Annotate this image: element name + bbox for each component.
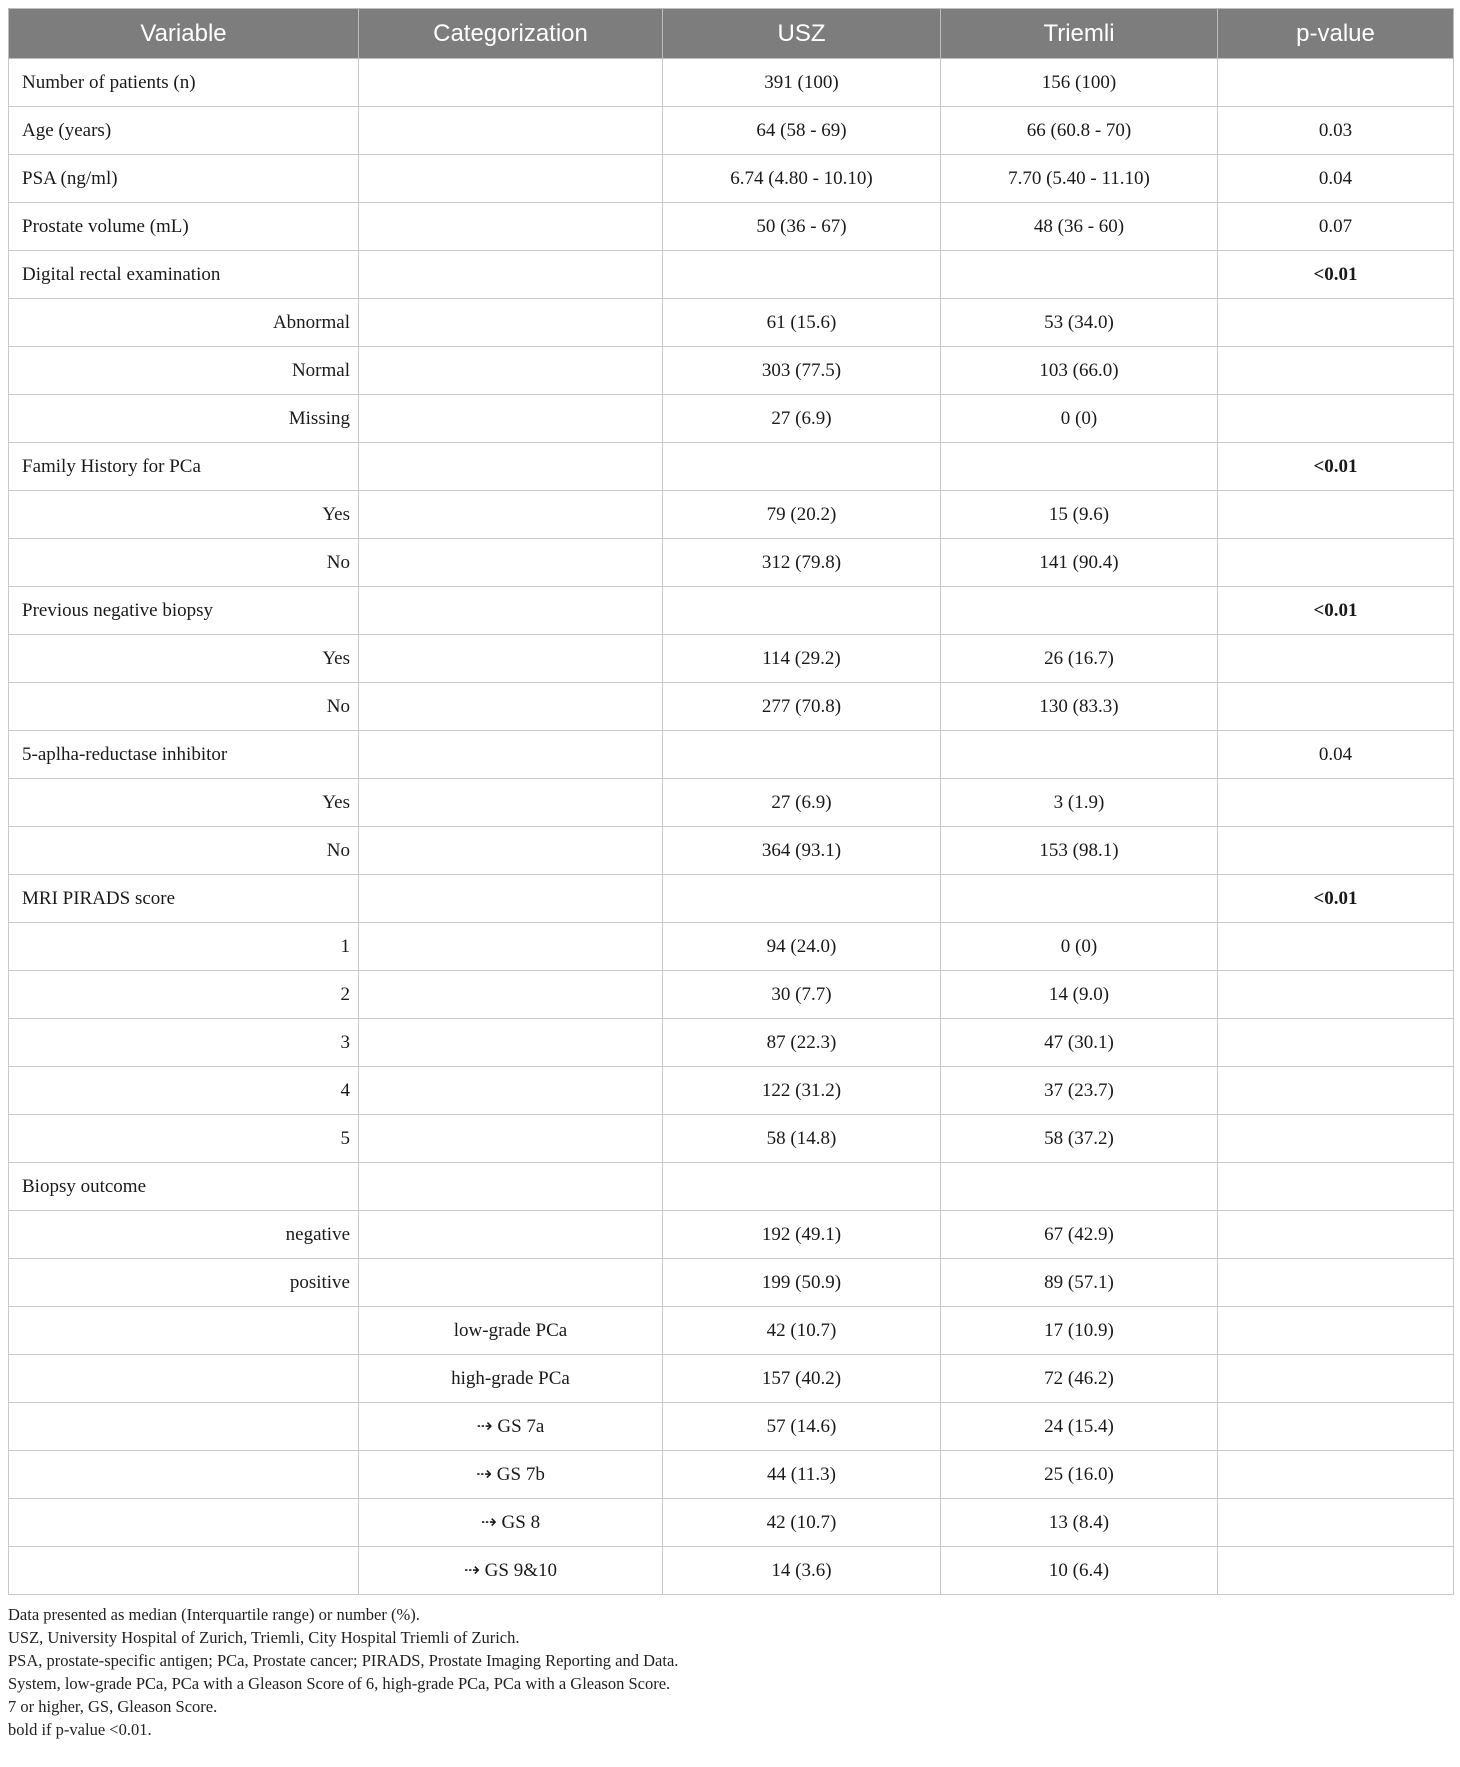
cell-usz: 94 (24.0) (663, 923, 941, 971)
cell-usz: 303 (77.5) (663, 347, 941, 395)
table-footnotes (8, 1603, 1453, 1741)
table-container (8, 8, 1453, 1741)
cell-p-value (1218, 491, 1454, 539)
cell-usz: 87 (22.3) (663, 1019, 941, 1067)
cell-p-value (1218, 1019, 1454, 1067)
cell-variable: Yes (9, 491, 359, 539)
table-row (9, 971, 1454, 1019)
table-row (9, 587, 1454, 635)
cell-categorization (359, 827, 663, 875)
cell-triemli: 66 (60.8 - 70) (941, 107, 1218, 155)
cell-usz (663, 587, 941, 635)
cell-variable: Digital rectal examination (9, 251, 359, 299)
cell-p-value: 0.07 (1218, 203, 1454, 251)
table-row (9, 1499, 1454, 1547)
cell-triemli: 53 (34.0) (941, 299, 1218, 347)
cell-usz (663, 875, 941, 923)
table-row (9, 875, 1454, 923)
cell-p-value (1218, 1067, 1454, 1115)
footnote-line: System, low-grade PCa, PCa with a Gleason Score of 6, high-grade PCa, PCa with a Gleason Score. (8, 1674, 671, 1693)
cell-usz (663, 1163, 941, 1211)
cell-triemli: 26 (16.7) (941, 635, 1218, 683)
cell-p-value (1218, 1115, 1454, 1163)
cell-p-value (1218, 1355, 1454, 1403)
cell-categorization (359, 731, 663, 779)
cell-variable: Missing (9, 395, 359, 443)
cell-variable: 3 (9, 1019, 359, 1067)
cell-categorization: ⇢ GS 8 (359, 1499, 663, 1547)
cell-variable: Number of patients (n) (9, 59, 359, 107)
cell-categorization (359, 347, 663, 395)
cell-variable: No (9, 539, 359, 587)
cell-variable: Yes (9, 635, 359, 683)
cell-triemli: 156 (100) (941, 59, 1218, 107)
cell-variable: negative (9, 1211, 359, 1259)
cell-triemli (941, 443, 1218, 491)
cell-categorization (359, 155, 663, 203)
cell-triemli: 141 (90.4) (941, 539, 1218, 587)
cell-variable: Family History for PCa (9, 443, 359, 491)
table-row (9, 299, 1454, 347)
cell-categorization: ⇢ GS 7b (359, 1451, 663, 1499)
cell-p-value: 0.04 (1218, 155, 1454, 203)
cell-variable: 5 (9, 1115, 359, 1163)
table-row (9, 1115, 1454, 1163)
header-row (9, 9, 1454, 59)
cell-p-value (1218, 539, 1454, 587)
cell-p-value (1218, 1163, 1454, 1211)
cell-categorization (359, 1163, 663, 1211)
cell-p-value: 0.04 (1218, 731, 1454, 779)
cell-categorization (359, 683, 663, 731)
cell-usz: 192 (49.1) (663, 1211, 941, 1259)
cell-p-value (1218, 779, 1454, 827)
table-row (9, 59, 1454, 107)
cell-variable: Yes (9, 779, 359, 827)
cell-p-value (1218, 1451, 1454, 1499)
table-row (9, 1307, 1454, 1355)
cell-usz: 391 (100) (663, 59, 941, 107)
cell-categorization (359, 587, 663, 635)
cell-categorization (359, 1115, 663, 1163)
cell-triemli: 37 (23.7) (941, 1067, 1218, 1115)
cell-usz: 14 (3.6) (663, 1547, 941, 1595)
cell-usz: 44 (11.3) (663, 1451, 941, 1499)
table-row (9, 1355, 1454, 1403)
cell-variable: MRI PIRADS score (9, 875, 359, 923)
cell-p-value (1218, 1259, 1454, 1307)
table-row (9, 491, 1454, 539)
cell-triemli (941, 875, 1218, 923)
cell-p-value: <0.01 (1218, 875, 1454, 923)
data-table (8, 8, 1454, 1595)
cell-variable: positive (9, 1259, 359, 1307)
footnote-line: 7 or higher, GS, Gleason Score. (8, 1697, 218, 1716)
cell-categorization: ⇢ GS 7a (359, 1403, 663, 1451)
cell-usz (663, 731, 941, 779)
cell-triemli: 25 (16.0) (941, 1451, 1218, 1499)
cell-variable: 2 (9, 971, 359, 1019)
table-row (9, 1211, 1454, 1259)
cell-usz: 6.74 (4.80 - 10.10) (663, 155, 941, 203)
cell-variable: 5-aplha-reductase inhibitor (9, 731, 359, 779)
cell-variable: No (9, 683, 359, 731)
table-row (9, 1019, 1454, 1067)
cell-variable: No (9, 827, 359, 875)
table-header (9, 9, 1454, 59)
cell-usz: 50 (36 - 67) (663, 203, 941, 251)
cell-categorization (359, 875, 663, 923)
cell-triemli: 7.70 (5.40 - 11.10) (941, 155, 1218, 203)
cell-categorization (359, 203, 663, 251)
table-row (9, 731, 1454, 779)
cell-p-value (1218, 1307, 1454, 1355)
cell-categorization (359, 491, 663, 539)
cell-usz: 312 (79.8) (663, 539, 941, 587)
footnote-line: USZ, University Hospital of Zurich, Triemli, City Hospital Triemli of Zurich. (8, 1628, 520, 1647)
cell-triemli: 0 (0) (941, 395, 1218, 443)
table-row (9, 1259, 1454, 1307)
cell-variable (9, 1307, 359, 1355)
cell-p-value (1218, 1403, 1454, 1451)
cell-usz: 57 (14.6) (663, 1403, 941, 1451)
cell-triemli: 67 (42.9) (941, 1211, 1218, 1259)
cell-triemli: 47 (30.1) (941, 1019, 1218, 1067)
cell-usz: 30 (7.7) (663, 971, 941, 1019)
table-row (9, 443, 1454, 491)
header-triemli: Triemli (941, 9, 1218, 59)
cell-usz: 277 (70.8) (663, 683, 941, 731)
table-row (9, 827, 1454, 875)
table-row (9, 635, 1454, 683)
cell-triemli: 58 (37.2) (941, 1115, 1218, 1163)
table-row (9, 395, 1454, 443)
cell-categorization: high-grade PCa (359, 1355, 663, 1403)
cell-triemli: 24 (15.4) (941, 1403, 1218, 1451)
cell-variable: 1 (9, 923, 359, 971)
cell-categorization (359, 1067, 663, 1115)
table-row (9, 1403, 1454, 1451)
cell-p-value (1218, 923, 1454, 971)
cell-categorization (359, 107, 663, 155)
cell-usz: 64 (58 - 69) (663, 107, 941, 155)
cell-p-value (1218, 347, 1454, 395)
cell-p-value (1218, 1211, 1454, 1259)
cell-variable (9, 1403, 359, 1451)
header-p-value: p-value (1218, 9, 1454, 59)
cell-p-value (1218, 299, 1454, 347)
cell-categorization (359, 1019, 663, 1067)
cell-variable: Biopsy outcome (9, 1163, 359, 1211)
cell-p-value (1218, 395, 1454, 443)
cell-categorization (359, 971, 663, 1019)
cell-triemli: 103 (66.0) (941, 347, 1218, 395)
cell-categorization (359, 395, 663, 443)
header-variable: Variable (9, 9, 359, 59)
cell-p-value (1218, 635, 1454, 683)
cell-usz: 61 (15.6) (663, 299, 941, 347)
cell-categorization (359, 1259, 663, 1307)
cell-categorization (359, 779, 663, 827)
table-row (9, 107, 1454, 155)
cell-variable (9, 1499, 359, 1547)
cell-p-value: <0.01 (1218, 587, 1454, 635)
cell-variable: PSA (ng/ml) (9, 155, 359, 203)
cell-triemli: 72 (46.2) (941, 1355, 1218, 1403)
table-row (9, 203, 1454, 251)
cell-triemli: 153 (98.1) (941, 827, 1218, 875)
header-categorization: Categorization (359, 9, 663, 59)
table-row (9, 1547, 1454, 1595)
cell-p-value (1218, 1499, 1454, 1547)
cell-variable: Prostate volume (mL) (9, 203, 359, 251)
cell-variable: 4 (9, 1067, 359, 1115)
cell-p-value (1218, 683, 1454, 731)
cell-p-value (1218, 59, 1454, 107)
table-row (9, 683, 1454, 731)
table-body (9, 59, 1454, 1595)
cell-triemli: 3 (1.9) (941, 779, 1218, 827)
cell-triemli (941, 251, 1218, 299)
cell-triemli: 89 (57.1) (941, 1259, 1218, 1307)
cell-usz (663, 251, 941, 299)
cell-triemli (941, 1163, 1218, 1211)
cell-triemli: 17 (10.9) (941, 1307, 1218, 1355)
cell-usz: 364 (93.1) (663, 827, 941, 875)
table-row (9, 347, 1454, 395)
cell-triemli: 15 (9.6) (941, 491, 1218, 539)
cell-usz: 114 (29.2) (663, 635, 941, 683)
cell-usz: 79 (20.2) (663, 491, 941, 539)
cell-variable: Age (years) (9, 107, 359, 155)
cell-p-value (1218, 827, 1454, 875)
cell-triemli: 48 (36 - 60) (941, 203, 1218, 251)
table-row (9, 539, 1454, 587)
cell-triemli (941, 587, 1218, 635)
cell-usz (663, 443, 941, 491)
table-row (9, 779, 1454, 827)
cell-variable: Previous negative biopsy (9, 587, 359, 635)
cell-usz: 122 (31.2) (663, 1067, 941, 1115)
footnote-line: Data presented as median (Interquartile range) or number (%). (8, 1605, 420, 1624)
cell-variable: Normal (9, 347, 359, 395)
cell-usz: 27 (6.9) (663, 779, 941, 827)
cell-p-value: <0.01 (1218, 251, 1454, 299)
footnote-line: bold if p-value <0.01. (8, 1720, 152, 1739)
cell-triemli: 130 (83.3) (941, 683, 1218, 731)
cell-categorization: ⇢ GS 9&10 (359, 1547, 663, 1595)
table-row (9, 155, 1454, 203)
table-row (9, 1163, 1454, 1211)
cell-usz: 58 (14.8) (663, 1115, 941, 1163)
cell-triemli: 14 (9.0) (941, 971, 1218, 1019)
cell-variable (9, 1547, 359, 1595)
cell-variable (9, 1451, 359, 1499)
cell-p-value: <0.01 (1218, 443, 1454, 491)
cell-p-value: 0.03 (1218, 107, 1454, 155)
table-row (9, 251, 1454, 299)
cell-triemli: 10 (6.4) (941, 1547, 1218, 1595)
cell-triemli (941, 731, 1218, 779)
cell-usz: 42 (10.7) (663, 1307, 941, 1355)
table-row (9, 923, 1454, 971)
header-usz: USZ (663, 9, 941, 59)
cell-variable (9, 1355, 359, 1403)
cell-categorization (359, 59, 663, 107)
cell-categorization (359, 251, 663, 299)
cell-usz: 199 (50.9) (663, 1259, 941, 1307)
cell-categorization (359, 1211, 663, 1259)
cell-triemli: 13 (8.4) (941, 1499, 1218, 1547)
cell-categorization (359, 443, 663, 491)
cell-usz: 157 (40.2) (663, 1355, 941, 1403)
table-row (9, 1451, 1454, 1499)
cell-categorization (359, 635, 663, 683)
cell-usz: 27 (6.9) (663, 395, 941, 443)
table-row (9, 1067, 1454, 1115)
cell-usz: 42 (10.7) (663, 1499, 941, 1547)
cell-p-value (1218, 1547, 1454, 1595)
cell-categorization (359, 299, 663, 347)
footnote-line: PSA, prostate-specific antigen; PCa, Prostate cancer; PIRADS, Prostate Imaging Reporting and Data. (8, 1651, 679, 1670)
cell-categorization (359, 923, 663, 971)
cell-variable: Abnormal (9, 299, 359, 347)
cell-categorization (359, 539, 663, 587)
cell-triemli: 0 (0) (941, 923, 1218, 971)
cell-p-value (1218, 971, 1454, 1019)
cell-categorization: low-grade PCa (359, 1307, 663, 1355)
